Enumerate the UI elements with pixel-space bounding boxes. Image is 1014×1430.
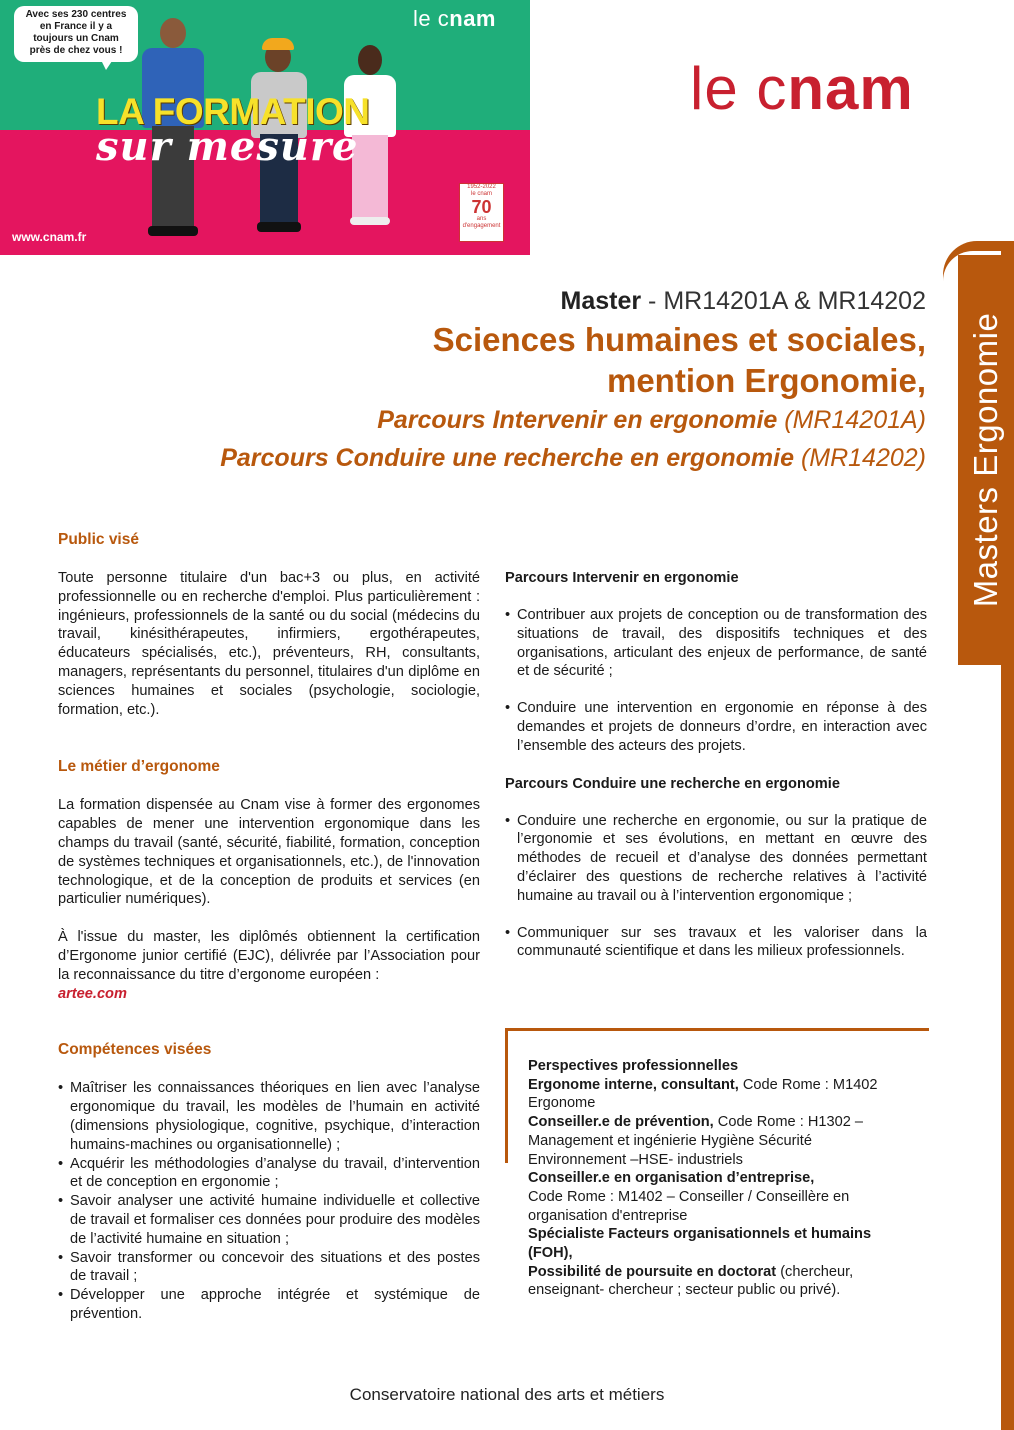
competences-list — [58, 1079, 480, 1323]
parcours-intervenir-heading: Parcours Intervenir en ergonomie — [505, 570, 739, 586]
perspective-detail: (chercheur, enseignant- chercheur ; secteur public ou privé). — [528, 1263, 854, 1299]
perspective-role: Conseiller.e en organisation d’entreprise, — [528, 1170, 815, 1187]
perspective-role: Conseiller.e de prévention, — [528, 1114, 714, 1131]
right-column — [505, 568, 927, 979]
banner-logo — [413, 6, 496, 32]
title-parcours1 — [0, 401, 926, 439]
bubble-line: en France il y a — [39, 21, 113, 32]
parcours-intervenir-list — [505, 606, 927, 756]
title-main-line2: mention Ergonomie, — [606, 362, 926, 399]
metier-text: La formation dispensée au Cnam vise à former des ergonomes capables de mener une intervention ergonomique dans les champs du travail (santé, sécurité, fiabilité, formation, conception de systèmes techniques et organisationnels, etc.), de l'innovation technologique, et de la conception de produits et services (en particulier numériques). — [58, 797, 480, 908]
bubble-line: près de chez vous ! — [29, 45, 123, 56]
list-item: • Contribuer aux projets de conception ou de transformation des situations de travail, des dispositifs techniques et des organisations, articulant des enjeux de performance, de santé et de sécurité ; — [505, 606, 927, 681]
perspective-role: Possibilité de poursuite en doctorat — [528, 1263, 777, 1280]
cnam-logo — [690, 56, 914, 122]
title-parcours2 — [0, 439, 926, 477]
list-item: • Développer une approche intégrée et systémique de prévention. — [58, 1286, 480, 1324]
perspectives-rule-vertical — [505, 1028, 508, 1163]
cnam-logo-light: le c — [690, 55, 788, 122]
title-main-line1: Sciences humaines et sociales, — [432, 321, 926, 358]
competences-heading: Compétences visées — [58, 1041, 212, 1059]
list-item: • Communiquer sur ses travaux et les valoriser dans la communauté scientifique et dans les milieux professionnels. — [505, 924, 927, 962]
list-item: • Conduire une intervention en ergonomie en réponse à des demandes et projets de donneurs d’ordre, en interaction avec l’ensemble des acteurs des projets. — [505, 699, 927, 755]
anniversary-suffix: ans — [476, 216, 487, 222]
master-codes: - MR14201A & MR14202 — [641, 287, 926, 315]
left-column — [58, 530, 480, 1324]
artee-link[interactable]: artee.com — [58, 985, 127, 1002]
perspective-detail: Code Rome : M1402 – Conseiller / Conseillère en organisation d'entreprise — [528, 1188, 850, 1224]
master-word: Master — [560, 287, 642, 315]
public-vise-text: Toute personne titulaire d'un bac+3 ou plus, en activité professionnelle ou en recherche d'emploi. Plus particulièrement : ingénieurs, professionnels de la santé ou du social (médecins du travail, kinésithérapeutes, infirmiers, ergothérapeutes, éducateurs spécialisés, etc.), préventeurs, RH, consultants, managers, représentants du personnel, titulaires d'un diplôme en sciences humaines et sociales (psychologie, sociologie, formation, etc.). — [58, 570, 480, 718]
list-item: • Savoir analyser une activité humaine individuelle et collective de travail et formaliser ces données pour produire des modèles de l’activité humaine en situation ; — [58, 1192, 480, 1248]
perspectives-box — [528, 1057, 908, 1300]
cnam-logo-bold: nam — [787, 55, 914, 122]
parcours1-name: Parcours Intervenir en ergonomie — [377, 406, 778, 434]
perspective-entry — [528, 1263, 908, 1300]
perspectives-rule-horizontal — [505, 1028, 929, 1031]
banner-logo-light: le c — [413, 6, 450, 31]
bubble-line: Avec ses 230 centres — [25, 9, 127, 20]
list-item: • Acquérir les méthodologies d’analyse du travail, d’intervention et de conception en ergonomie ; — [58, 1155, 480, 1193]
public-vise-heading: Public visé — [58, 531, 139, 548]
speech-bubble — [14, 6, 138, 62]
promo-banner — [0, 0, 530, 255]
banner-headline-script: sur mesure — [96, 123, 359, 170]
perspective-entry — [528, 1076, 908, 1113]
banner-logo-bold: nam — [449, 6, 496, 31]
list-item: • Savoir transformer ou concevoir des situations et des postes de travail ; — [58, 1249, 480, 1287]
parcours2-name: Parcours Conduire une recherche en ergonomie — [220, 444, 794, 472]
banner-headline: LA FORMATION — [96, 91, 370, 132]
anniversary-brand: le cnam — [470, 191, 492, 197]
perspective-role: Spécialiste Facteurs organisationnels et humains (FOH), — [528, 1226, 872, 1262]
perspective-entry — [528, 1225, 908, 1262]
parcours2-code: (MR14202) — [794, 444, 926, 472]
certification-sentence: À l'issue du master, les diplômés obtiennent la certification d’Ergonome junior certifié (EJC), délivrée par l’Association pour la reconnaissance du titre d’ergonome européen : — [58, 929, 480, 983]
bubble-tail — [100, 58, 114, 70]
metier-heading: Le métier d’ergonome — [58, 758, 220, 776]
anniversary-badge — [459, 183, 504, 242]
list-item: • Maîtriser les connaissances théoriques en lien avec l’analyse ergonomique du travail, les modèles de l’humain en activité (dimensions physiologique, cognitive, psychique, d’interaction humains-machines ou organisationnelle) ; — [58, 1079, 480, 1154]
parcours-recherche-heading: Parcours Conduire une recherche en ergonomie — [505, 775, 840, 792]
perspective-detail: Code Rome : H1302 – Management et ingénierie Hygiène Sécurité Environnement –HSE- industriels — [528, 1114, 863, 1168]
footer-institution: Conservatoire national des arts et métiers — [349, 1385, 665, 1404]
bubble-line: toujours un Cnam — [33, 33, 119, 44]
anniversary-years: 1952-2022 — [467, 184, 496, 190]
perspective-role: Ergonome interne, consultant, — [528, 1076, 739, 1093]
banner-website: www.cnam.fr — [12, 230, 87, 244]
perspective-entry — [528, 1113, 908, 1169]
title-block — [0, 283, 926, 477]
anniversary-number: 70 — [471, 197, 492, 217]
perspectives-heading: Perspectives professionnelles — [528, 1058, 739, 1074]
anniversary-caption: d'engagement — [462, 223, 501, 229]
perspective-detail: Code Rome : M1402 Ergonome — [528, 1076, 878, 1112]
parcours-recherche-list — [505, 812, 927, 962]
list-item: • Conduire une recherche en ergonomie, ou sur la pratique de l’ergonomie et ses évolutions, en mettant en œuvre des méthodes de recueil et d’analyse des données permettant d’éclairer des questions de recherche relatives à l’activité humaine au travail ou à l’intervention ergonomique ; — [505, 812, 927, 906]
master-line — [0, 283, 926, 319]
parcours1-code: (MR14201A) — [777, 406, 926, 434]
side-tab-label: Masters Ergonomie — [967, 312, 1004, 608]
certification-text — [58, 928, 480, 1003]
perspective-entry — [528, 1169, 908, 1225]
